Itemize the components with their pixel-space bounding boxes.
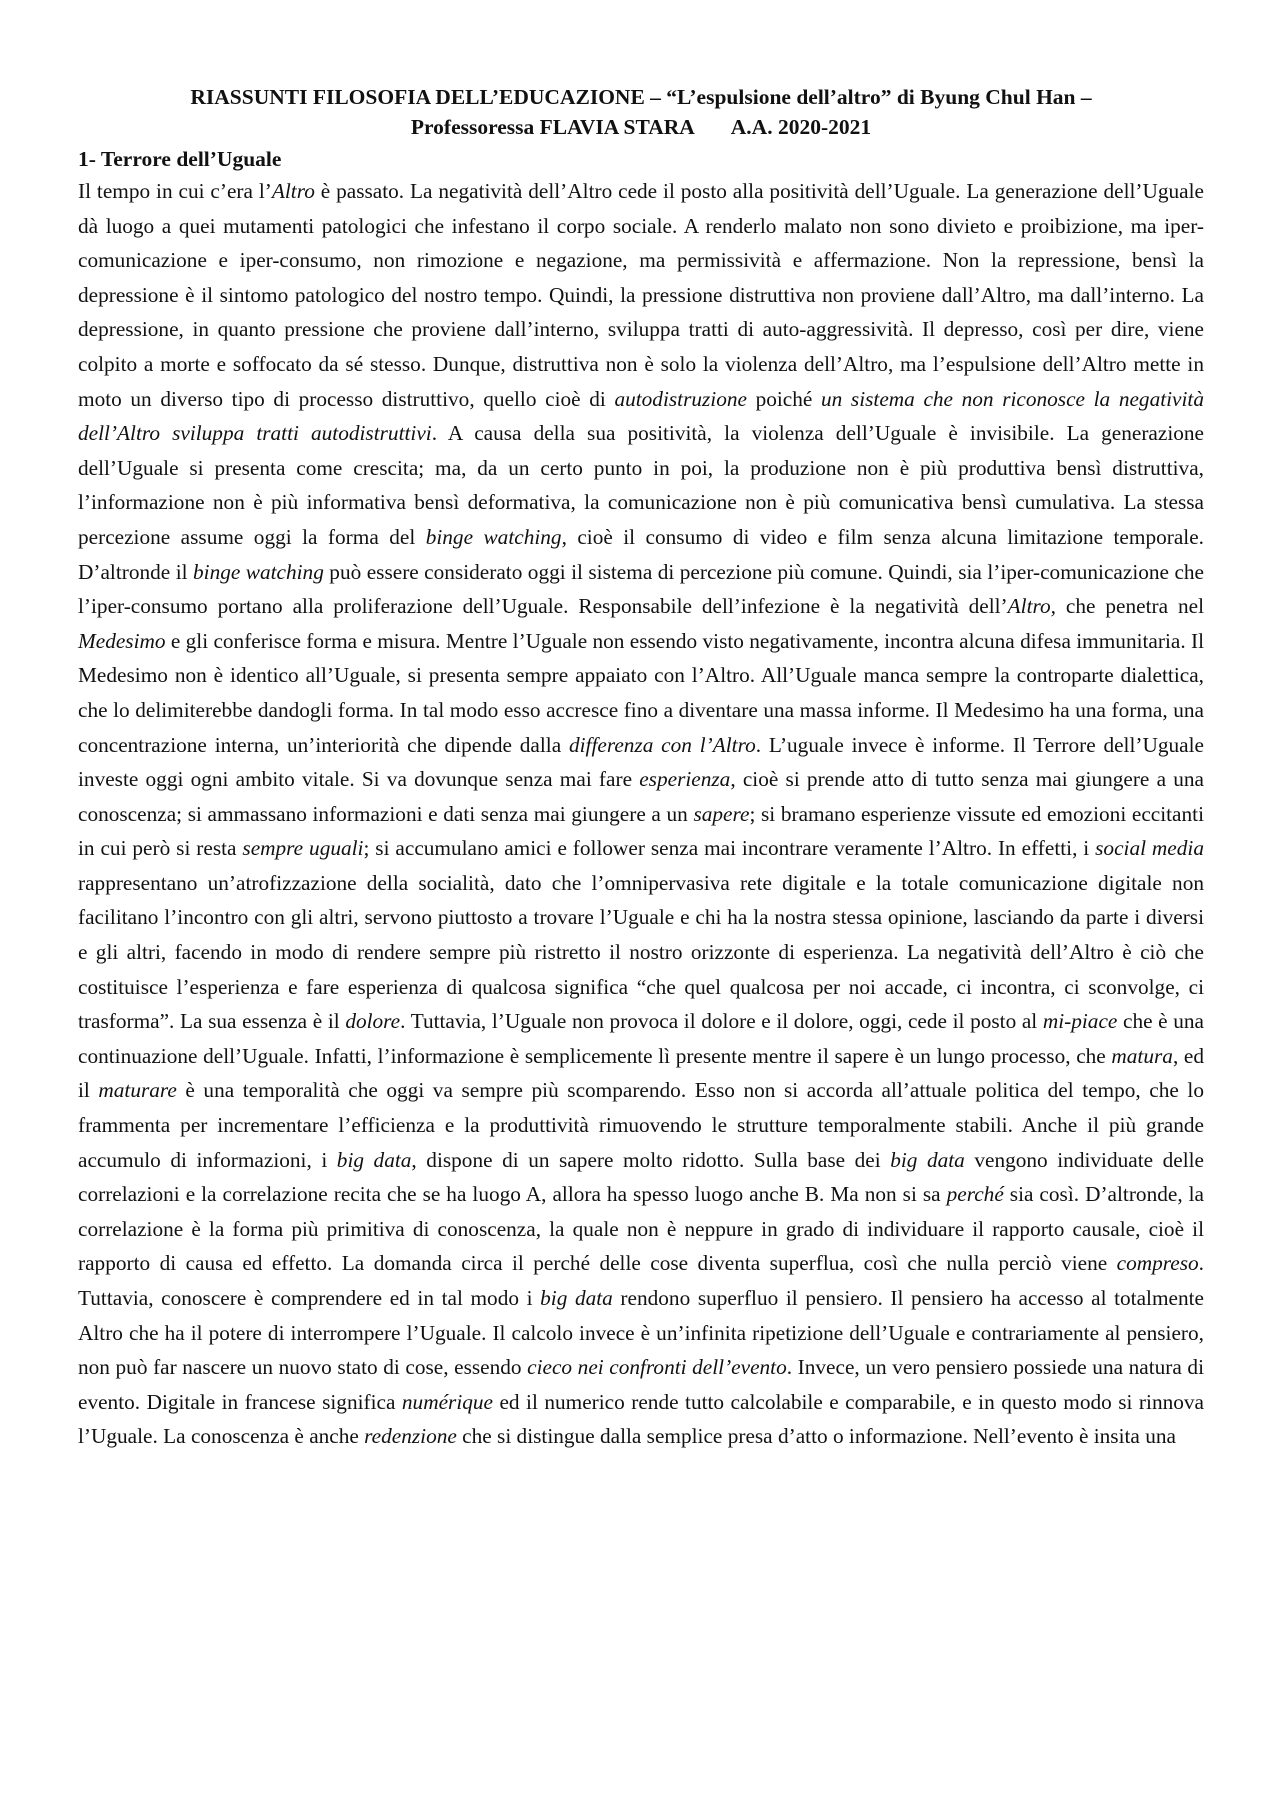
italic-run: binge watching <box>425 524 562 549</box>
text-run: ; si accumulano amici e follower senza mai incontrare veramente l’Altro. In effetti, i <box>363 836 1096 861</box>
italic-run: numérique <box>401 1389 493 1414</box>
title-line-2 <box>78 112 1204 142</box>
text-run: che penetra nel <box>1055 594 1204 619</box>
italic-run: big data <box>540 1286 613 1310</box>
italic-run: sempre uguali <box>242 836 364 861</box>
italic-run: big data <box>890 1147 965 1172</box>
text-run: . A causa della sua positività, la violenza dell’Uguale è invisibile. La generazione dell’Uguale si presenta come crescita; ma, da un certo punto in poi, la produzione non è più produttiva bensì distruttiva, l’informazione non è più informativa bensì deformativa, la comunicazione non è più comunicativa bensì cumulativa. La stessa percezione assume oggi la forma del <box>78 421 1204 549</box>
text-run: Il tempo in cui c’era l’ <box>78 179 272 203</box>
italic-run: mi-piace <box>1042 1009 1118 1034</box>
italic-run: esperienza <box>639 767 731 792</box>
section-heading: 1- Terrore dell’Uguale <box>78 147 282 171</box>
italic-run: dolore <box>345 1009 401 1034</box>
text-run: . Tuttavia, l’Uguale non provoca il dolore e il dolore, oggi, cede il posto al <box>400 1009 1043 1034</box>
text-run: può essere considerato oggi il sistema di percezione più comune. Quindi, sia l’iper-comunicazione che l’iper-consumo portano alla proliferazione dell’Uguale. Responsabile dell’infezione è la negatività dell’ <box>78 559 1205 619</box>
italic-run: autodistruzione <box>614 386 747 411</box>
academic-year: A.A. 2020-2021 <box>730 115 872 139</box>
italic-run: maturare <box>98 1078 177 1103</box>
professor-name: Professoressa FLAVIA STARA <box>410 115 695 139</box>
text-run: . L’uguale invece è informe. Il Terrore dell’Uguale investe oggi ogni ambito vitale. Si va dovunque senza mai fare <box>78 732 1204 792</box>
text-run: . Tuttavia, conoscere è comprendere ed in tal modo i <box>78 1251 1204 1310</box>
italic-run: Altro <box>271 179 315 203</box>
italic-run: matura <box>1111 1043 1173 1068</box>
text-run: che si distingue dalla semplice presa d’atto o informazione. Nell’evento è insita una <box>456 1424 1176 1449</box>
italic-run: Altro, <box>1007 594 1056 619</box>
text-run: , dispone di un sapere molto ridotto. Sulla base dei <box>411 1147 891 1172</box>
italic-run: perché <box>946 1182 1004 1207</box>
text-run: , cioè il consumo di video e film senza alcuna limitazione temporale. D’altronde il <box>78 524 1204 584</box>
text-run: , cioè si prende atto di tutto senza mai giungere a una conoscenza; si ammassano informazioni e dati senza mai giungere a un <box>78 767 1204 826</box>
text-run: poiché <box>746 386 821 411</box>
body-paragraph <box>78 174 1204 1454</box>
text-run: vengono individuate delle correlazioni e la correlazione recita che se ha luogo A, allora ha spesso luogo anche B. Ma non si sa <box>78 1147 1205 1207</box>
text-run: rappresentano un’atrofizzazione della socialità, dato che l’omnipervasiva rete digitale e la totale comunicazione digitale non facilitano l’incontro con gli altri, servono piuttosto a trovare l’Uguale e chi ha la nostra stessa opinione, lasciando da parte i diversi e gli altri, facendo in modo di rendere sempre più ristretto il nostro orizzonte di esperienza. La negatività dell’Altro è ciò che costituisce l’esperienza e fare esperienza di qualcosa significa “che quel qualcosa per noi accade, ci incontra, ci sconvolge, ci trasforma”. La sua essenza è il <box>78 870 1204 1034</box>
italic-run: social media <box>1095 836 1204 861</box>
document-title <box>78 82 1204 142</box>
italic-run: compreso <box>1116 1251 1199 1276</box>
text-run: , ed il <box>78 1043 1205 1103</box>
italic-run: big data <box>336 1147 412 1172</box>
text-run: è una temporalità che oggi va sempre più scomparendo. Esso non si accorda all’attuale politica del tempo, che lo frammenta per incrementare l’efficienza e la produttività rimuovendo le strutture temporalmente stabili. Anche il più grande accumulo di informazioni, i <box>78 1078 1204 1172</box>
text-run: e gli conferisce forma e misura. Mentre l’Uguale non essendo visto negativamente, incontra alcuna difesa immunitaria. Il Medesimo non è identico all’Uguale, si presenta sempre appaiato con l’Altro. All’Uguale manca sempre la controparte dialettica, che lo delimiterebbe dandogli forma. In tal modo esso accresce fino a diventare una massa informe. Il Medesimo ha una forma, una concentrazione interna, un’interiorità che dipende dalla <box>78 628 1204 757</box>
text-run: ed il numerico rende tutto calcolabile e comparabile, e in questo modo si rinnova l’Uguale. La conoscenza è anche <box>78 1389 1204 1449</box>
title-line-1: RIASSUNTI FILOSOFIA DELL’EDUCAZIONE – “L’espulsione dell’altro” di Byung Chul Han – <box>190 85 1092 109</box>
text-run: è passato. La negatività dell’Altro cede il posto alla positività dell’Uguale. La generazione dell’Uguale dà luogo a quei mutamenti patologici che infestano il corpo sociale. A renderlo malato non sono divieto e proibizione, ma iper-comunicazione e iper-consumo, non rimozione e negazione, ma permissività e affermazione. Non la repressione, bensì la depressione è il sintomo patologico del nostro tempo. Quindi, la pressione distruttiva non proviene dall’Altro, ma dall’interno. La depressione, in quanto pressione che proviene dall’interno, sviluppa tratti di auto-aggressività. Il depresso, così per dire, viene colpito a morte e soffocato da sé stesso. Dunque, distruttiva non è solo la violenza dell’Altro, ma l’espulsione dell’Altro mette in moto un diverso tipo di processo distruttivo, quello cioè di <box>78 179 1204 411</box>
text-run: che è una continuazione dell’Uguale. Infatti, l’informazione è semplicemente lì presente mentre il sapere è un lungo processo, che <box>78 1009 1204 1068</box>
italic-run: un sistema che non riconosce la negatività dell’Altro sviluppa tratti autodistruttivi <box>78 386 1204 446</box>
italic-run: differenza con l’Altro <box>568 732 756 757</box>
italic-run: binge watching <box>193 559 324 584</box>
text-run: sia così. D’altronde, la correlazione è la forma più primitiva di conoscenza, la quale non è neppure in grado di individuare il rapporto causale, cioè il rapporto di causa ed effetto. La domanda circa il perché delle cose diventa superflua, così che nulla perciò viene <box>78 1182 1205 1276</box>
text-run: ; si bramano esperienze vissute ed emozioni eccitanti in cui però si resta <box>78 801 1204 861</box>
italic-run: sapere <box>693 801 750 826</box>
text-run: rendono superfluo il pensiero. Il pensiero ha accesso al totalmente Altro che ha il potere di interrompere l’Uguale. Il calcolo invece è un’infinita ripetizione dell’Uguale e contrariamente al pensiero, non può far nascere un nuovo stato di cose, essendo <box>78 1286 1204 1380</box>
text-run: . Invece, un vero pensiero possiede una natura di evento. Digitale in francese significa <box>78 1355 1204 1414</box>
italic-run: Medesimo <box>78 628 166 653</box>
italic-run: cieco nei confronti dell’evento <box>527 1355 787 1380</box>
italic-run: redenzione <box>364 1424 457 1449</box>
